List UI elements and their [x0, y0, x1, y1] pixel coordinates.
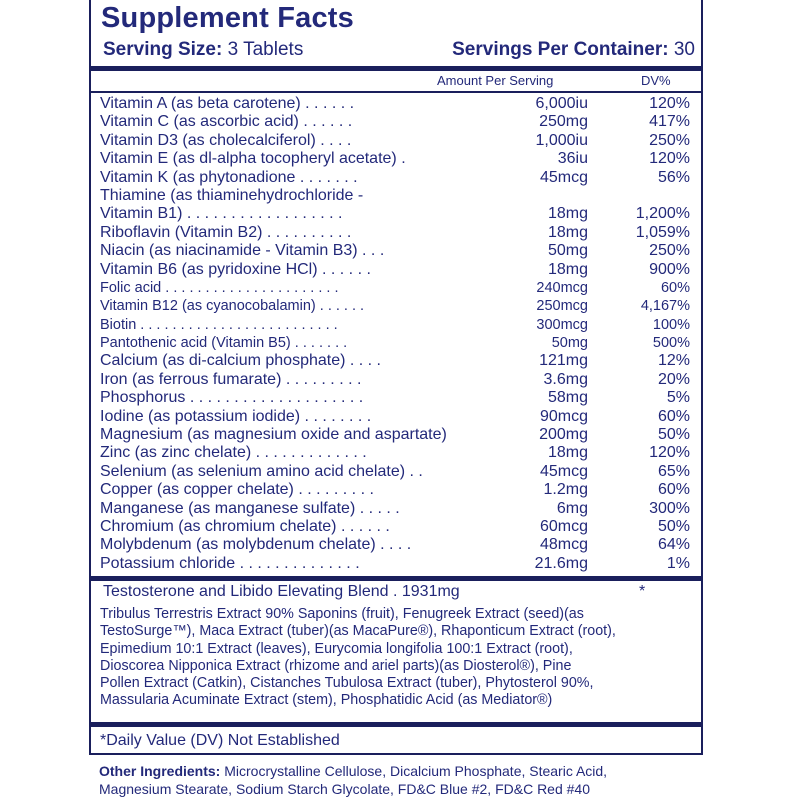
nutrient-row	[100, 261, 690, 279]
nutrient-dv: 60%	[657, 407, 690, 425]
nutrient-row	[100, 316, 690, 334]
nutrient-amount: 6,000iu	[535, 95, 588, 112]
nutrient-row	[100, 352, 690, 370]
nutrient-row	[100, 205, 690, 223]
other-ingredients	[99, 763, 607, 798]
divider-thick-blend	[91, 576, 701, 581]
nutrient-row	[100, 95, 690, 113]
panel-title: Supplement Facts	[101, 2, 354, 34]
servings-per-container	[452, 39, 695, 61]
nutrient-name: Copper (as copper chelate) . . . . . . . . .	[100, 481, 374, 499]
nutrient-amount: 121mg	[539, 352, 588, 370]
nutrient-name: Thiamine (as thiaminehydrochloride -	[100, 186, 364, 204]
nutrient-amount: 200mg	[539, 426, 588, 444]
nutrient-row	[100, 334, 690, 352]
nutrient-row	[100, 187, 690, 205]
amount-header: Amount Per Serving	[437, 73, 554, 88]
nutrient-dv: 5%	[666, 389, 690, 407]
nutrient-name: Vitamin B6 (as pyridoxine HCl) . . . . . .	[100, 260, 371, 278]
nutrient-name: Phosphorus . . . . . . . . . . . . . . . . . . . .	[100, 389, 364, 407]
nutrient-name: Vitamin A (as beta carotene) . . . . . .	[100, 95, 355, 112]
nutrient-dv: 250%	[649, 242, 690, 260]
nutrient-dv: 120%	[649, 444, 690, 462]
nutrient-dv: 12%	[657, 352, 690, 370]
blend-description-line: Massularia Acuminate Extract (stem), Phosphatidic Acid (as Mediator®)	[100, 692, 553, 709]
nutrient-amount: 90mcg	[539, 407, 588, 425]
serving-size	[103, 39, 303, 61]
nutrient-amount: 18mg	[547, 260, 588, 278]
blend-description-line: Dioscorea Nipponica Extract (rhizome and ariel parts)(as Diosterol®), Pine	[100, 657, 572, 674]
nutrient-dv: 100%	[652, 316, 690, 333]
nutrient-dv: 1,200%	[635, 205, 690, 223]
blend-row	[103, 583, 460, 601]
nutrient-amount: 45mcg	[539, 462, 588, 480]
nutrient-amount: 240mcg	[536, 279, 588, 296]
divider-thin	[91, 91, 701, 93]
nutrient-dv: 50%	[657, 426, 690, 444]
nutrient-dv: 65%	[657, 462, 690, 480]
nutrient-amount: 1.2mg	[543, 481, 588, 499]
nutrient-row	[100, 224, 690, 242]
nutrient-row	[100, 518, 690, 536]
nutrient-name: Vitamin D3 (as cholecalciferol) . . . .	[100, 131, 352, 149]
blend-description	[100, 606, 695, 710]
nutrient-row	[100, 500, 690, 518]
nutrient-dv: 60%	[657, 481, 690, 499]
nutrient-row	[100, 297, 690, 315]
nutrient-row	[100, 113, 690, 131]
blend-description-line: TestoSurge™), Maca Extract (tuber)(as MacaPure®), Rhaponticum Extract (root),	[100, 623, 616, 640]
nutrient-row	[100, 555, 690, 573]
nutrient-name: Molybdenum (as molybdenum chelate) . . . .	[100, 536, 412, 554]
nutrient-amount: 58mg	[547, 389, 588, 407]
nutrient-row	[100, 150, 690, 168]
nutrient-name: Vitamin K (as phytonadione . . . . . . .	[100, 168, 358, 186]
serving-size-label: Serving Size:	[103, 39, 223, 60]
nutrient-name: Chromium (as chromium chelate) . . . . . .	[100, 517, 390, 535]
nutrient-amount: 250mcg	[536, 298, 588, 315]
servings-per-container-label: Servings Per Container:	[452, 39, 669, 60]
nutrient-name: Riboflavin (Vitamin B2) . . . . . . . . . .	[100, 223, 352, 241]
nutrient-dv: 56%	[657, 168, 690, 186]
nutrient-name: Iron (as ferrous fumarate) . . . . . . . . .	[100, 370, 362, 388]
nutrient-dv: 50%	[657, 517, 690, 535]
nutrient-dv: 300%	[649, 499, 690, 517]
servings-per-container-value: 30	[673, 39, 695, 60]
nutrient-amount: 48mcg	[539, 536, 588, 554]
blend-amount: 1931mg	[401, 583, 460, 600]
nutrient-row	[100, 242, 690, 260]
serving-size-value: 3 Tablets	[227, 39, 304, 60]
divider-thick	[91, 66, 701, 71]
nutrient-name: Vitamin B12 (as cyanocobalamin) . . . . . .	[100, 298, 365, 315]
nutrient-row	[100, 169, 690, 187]
other-ingredients-label: Other Ingredients:	[99, 763, 221, 779]
nutrient-name: Vitamin B1) . . . . . . . . . . . . . . . . . .	[100, 205, 343, 223]
nutrient-dv: 417%	[649, 113, 690, 131]
nutrient-dv: 500%	[652, 335, 690, 352]
nutrient-amount: 45mcg	[539, 168, 588, 186]
nutrient-dv: 120%	[649, 95, 690, 112]
nutrient-amount: 21.6mg	[534, 554, 588, 572]
nutrient-name: Folic acid . . . . . . . . . . . . . . . . . . . . . .	[100, 279, 339, 296]
blend-dv: *	[639, 583, 646, 600]
nutrient-name: Selenium (as selenium amino acid chelate) . .	[100, 462, 423, 480]
nutrient-name: Manganese (as manganese sulfate) . . . . .	[100, 499, 400, 517]
nutrient-amount: 3.6mg	[543, 370, 588, 388]
nutrient-amount: 18mg	[547, 223, 588, 241]
blend-description-line: Tribulus Terrestris Extract 90% Saponins (fruit), Fenugreek Extract (seed)(as	[100, 606, 584, 622]
nutrient-dv: 20%	[657, 370, 690, 388]
nutrient-amount: 50mg	[551, 335, 588, 352]
nutrient-list	[100, 95, 690, 573]
nutrient-amount: 50mg	[547, 242, 588, 260]
nutrient-name: Calcium (as di-calcium phosphate) . . . .	[100, 352, 381, 370]
nutrient-amount: 36iu	[557, 150, 588, 168]
nutrient-row	[100, 371, 690, 389]
nutrient-name: Potassium chloride . . . . . . . . . . . . . .	[100, 554, 360, 572]
nutrient-dv: 900%	[649, 260, 690, 278]
nutrient-name: Pantothenic acid (Vitamin B5) . . . . . . .	[100, 335, 348, 352]
nutrient-amount: 300mcg	[536, 316, 588, 333]
nutrient-row	[100, 426, 690, 444]
nutrient-row	[100, 463, 690, 481]
nutrient-name: Zinc (as zinc chelate) . . . . . . . . . . . . .	[100, 444, 367, 462]
nutrient-amount: 250mg	[539, 113, 588, 131]
supplement-facts-panel	[89, 0, 703, 755]
dv-header: DV%	[641, 73, 671, 88]
nutrient-amount: 18mg	[547, 205, 588, 223]
nutrient-dv: 120%	[649, 150, 690, 168]
nutrient-dv: 1%	[666, 554, 690, 572]
nutrient-amount: 60mcg	[539, 517, 588, 535]
nutrient-row	[100, 408, 690, 426]
nutrient-amount: 1,000iu	[535, 131, 588, 149]
nutrient-dv: 250%	[649, 131, 690, 149]
nutrient-row	[100, 132, 690, 150]
other-ingredients-line2: Magnesium Stearate, Sodium Starch Glycolate, FD&C Blue #2, FD&C Red #40	[99, 780, 590, 797]
nutrient-row	[100, 279, 690, 297]
nutrient-amount: 18mg	[547, 444, 588, 462]
divider-thick-footer	[91, 722, 701, 727]
nutrient-name: Biotin . . . . . . . . . . . . . . . . . . . . . . . . .	[100, 316, 338, 333]
nutrient-name: Niacin (as niacinamide - Vitamin B3) . . .	[100, 242, 385, 260]
blend-name: Testosterone and Libido Elevating Blend .	[103, 583, 398, 600]
other-ingredients-line1: Microcrystalline Cellulose, Dicalcium Phosphate, Stearic Acid,	[224, 763, 608, 779]
nutrient-row	[100, 389, 690, 407]
nutrient-name: Vitamin E (as dl-alpha tocopheryl acetate) .	[100, 150, 406, 168]
nutrient-name: Iodine (as potassium iodide) . . . . . . . .	[100, 407, 372, 425]
nutrient-amount: 6mg	[556, 499, 588, 517]
nutrient-dv: 60%	[660, 279, 690, 296]
nutrient-row	[100, 444, 690, 462]
blend-description-line: Epimedium 10:1 Extract (leaves), Eurycomia longifolia 100:1 Extract (root),	[100, 640, 573, 657]
nutrient-dv: 1,059%	[635, 223, 690, 241]
nutrient-name: Magnesium (as magnesium oxide and aspartate)	[100, 426, 447, 444]
nutrient-row	[100, 536, 690, 554]
dv-footnote: *Daily Value (DV) Not Established	[100, 732, 340, 749]
nutrient-dv: 64%	[657, 536, 690, 554]
nutrient-row	[100, 481, 690, 499]
blend-description-line: Pollen Extract (Catkin), Cistanches Tubulosa Extract (tuber), Phytosterol 90%,	[100, 675, 594, 692]
nutrient-name: Vitamin C (as ascorbic acid) . . . . . .	[100, 113, 353, 131]
nutrient-dv: 4,167%	[640, 298, 690, 315]
